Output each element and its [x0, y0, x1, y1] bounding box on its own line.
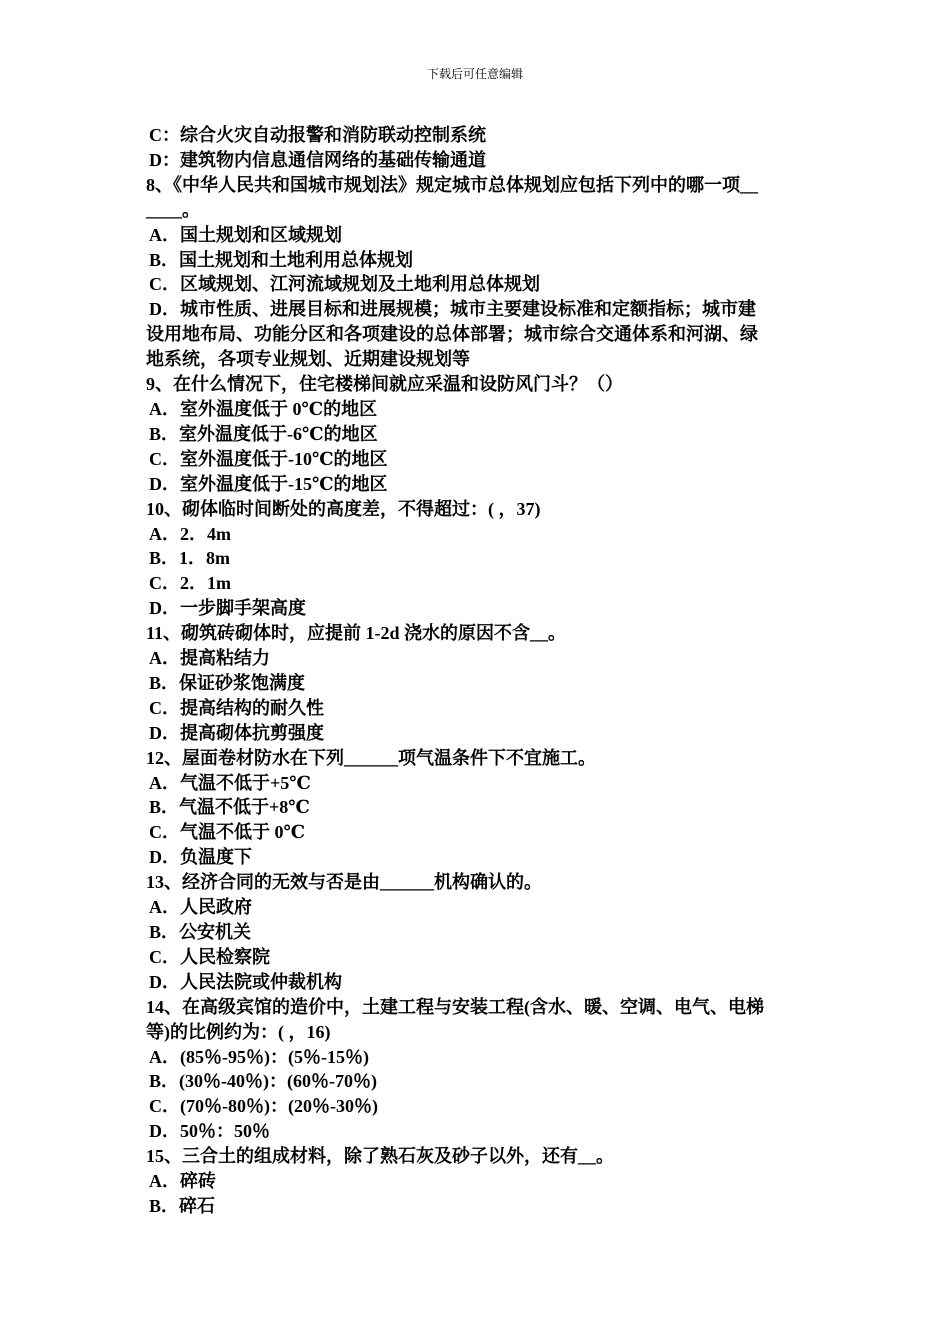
question-text: 12、屋面卷材防水在下列______项气温条件下不宜施工。	[146, 747, 596, 768]
answer-option: D．城市性质、进展目标和进展规模；城市主要建设标准和定额指标；城市建	[149, 299, 756, 320]
answer-option: A．(85％-95％)：(5％-15％)	[149, 1046, 369, 1067]
answer-option: B．公安机关	[149, 922, 252, 942]
answer-option: D．50％：50％	[149, 1121, 270, 1142]
answer-option: B．气温不低于+8℃	[149, 797, 310, 818]
page-header: 下载后可任意编辑	[426, 67, 523, 81]
answer-option: B．碎石	[149, 1195, 216, 1216]
answer-option: C．气温不低于 0℃	[149, 822, 306, 843]
answer-option: A．人民政府	[149, 897, 252, 918]
question-text: 11、砌筑砖砌体时，应提前 1-2d 浇水的原因不含__。	[146, 623, 567, 644]
question-text: 设用地布局、功能分区和各项建设的总体部署；城市综合交通体系和河湖、绿	[146, 324, 758, 345]
answer-option: C：综合火灾自动报警和消防联动控制系统	[149, 125, 486, 145]
answer-option: A．室外温度低于 0℃的地区	[149, 398, 378, 419]
question-text: 15、三合土的组成材料，除了熟石灰及砂子以外，还有__。	[146, 1146, 614, 1167]
answer-option: A．碎砖	[149, 1171, 216, 1192]
answer-option: D．人民法院或仲裁机构	[149, 971, 342, 992]
question-text: ____。	[146, 199, 200, 220]
answer-option: C．人民检察院	[149, 946, 270, 967]
answer-option: D．负温度下	[149, 847, 252, 868]
answer-option: C．2．1m	[149, 573, 231, 594]
question-text: 等)的比例约为：( ，16)	[146, 1021, 331, 1042]
answer-option: A．国土规划和区域规划	[149, 224, 342, 245]
answer-option: B．室外温度低于-6℃的地区	[149, 423, 378, 444]
answer-option: D．一步脚手架高度	[149, 598, 306, 619]
answer-option: B．国土规划和土地利用总体规划	[149, 249, 414, 270]
question-text: 8、《中华人民共和国城市规划法》规定城市总体规划应包括下列中的哪一项__	[146, 174, 758, 195]
answer-option: D．室外温度低于-15℃的地区	[149, 473, 388, 494]
question-text: 地系统，各项专业规划、近期建设规划等	[146, 349, 470, 370]
answer-option: A．气温不低于+5℃	[149, 772, 311, 793]
answer-option: C．(70％-80％)：(20％-30％)	[149, 1096, 378, 1117]
question-text: 10、砌体临时间断处的高度差，不得超过：( ，37)	[146, 498, 541, 519]
answer-option: D．提高砌体抗剪强度	[149, 722, 324, 743]
question-text: 13、经济合同的无效与否是由______机构确认的。	[146, 872, 542, 893]
answer-option: C．区域规划、江河流域规划及土地利用总体规划	[149, 274, 540, 295]
question-text: 14、在高级宾馆的造价中，土建工程与安装工程(含水、暖、空调、电气、电梯	[146, 996, 764, 1017]
answer-option: B．1．8m	[149, 548, 230, 569]
question-text: 9、在什么情况下，住宅楼梯间就应采温和设防风门斗？（）	[146, 374, 623, 395]
answer-option: B．保证砂浆饱满度	[149, 672, 306, 693]
document-body	[146, 123, 810, 1219]
answer-option: C．室外温度低于-10℃的地区	[149, 448, 388, 469]
answer-option: B．(30％-40％)：(60％-70％)	[149, 1071, 377, 1092]
answer-option: A．提高粘结力	[149, 648, 270, 669]
answer-option: C．提高结构的耐久性	[149, 697, 324, 718]
answer-option: D：建筑物内信息通信网络的基础传输通道	[149, 149, 486, 170]
answer-option: A．2．4m	[149, 523, 231, 544]
